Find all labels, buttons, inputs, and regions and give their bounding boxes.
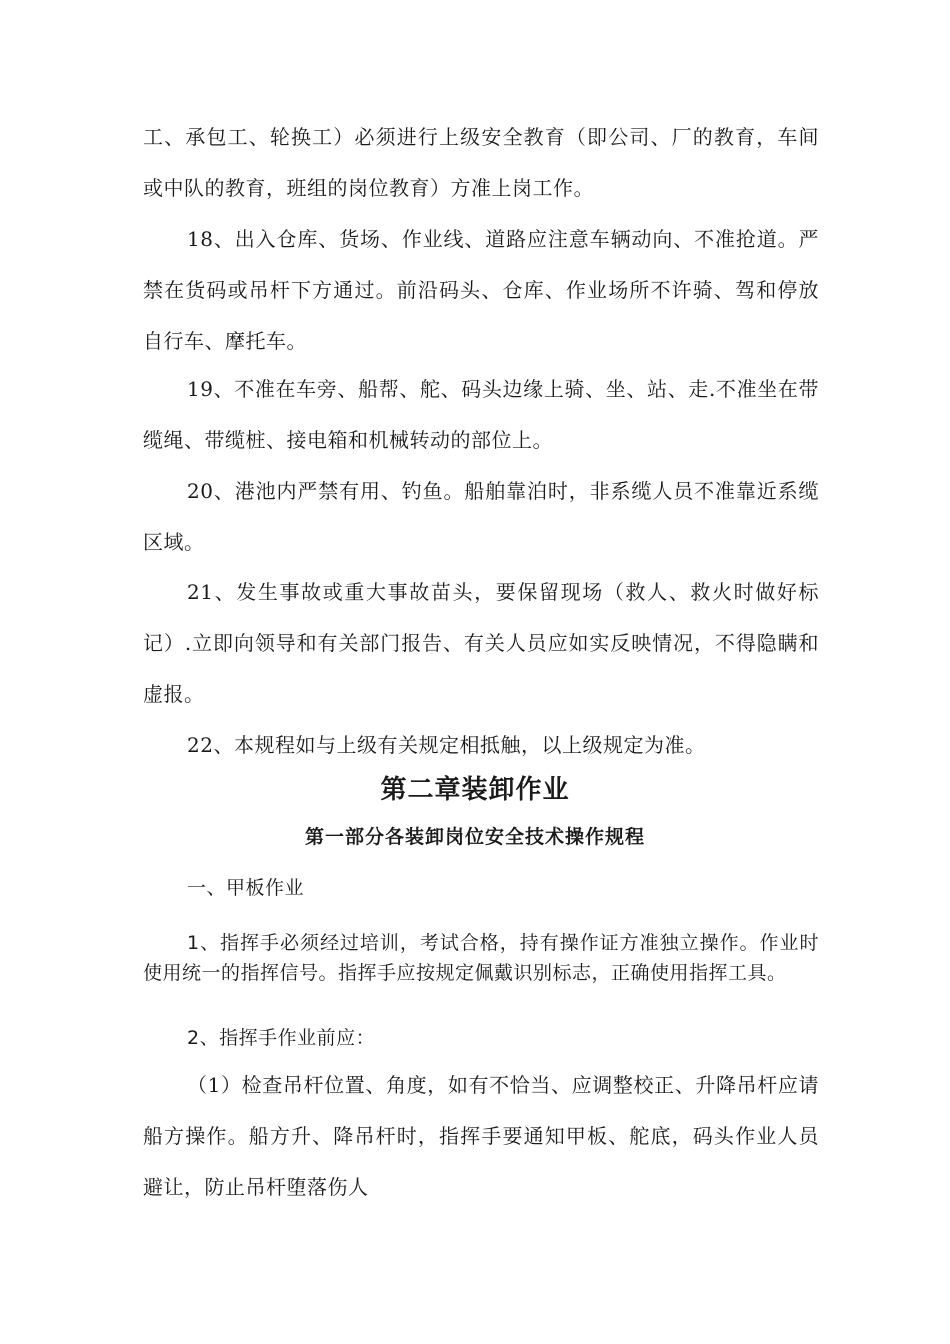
section-heading: 一、甲板作业: [187, 877, 305, 899]
paragraph-rule-18: 18、出入仓库、货场、作业线、道路应注意车辆动向、不准抢道。严禁在货码或吊杆下方通过。前沿码头、仓库、作业场所不许骑、驾和停放自行车、摩托车。: [143, 227, 819, 353]
item-2: 2、指挥手作业前应：: [187, 1027, 376, 1049]
paragraph-continuation: 工、承包工、轮换工）必须进行上级安全教育（即公司、厂的教育，车间或中队的教育，班组的岗位教育）方准上岗工作。: [143, 125, 819, 200]
paragraph-rule-19: 19、不准在车旁、船帮、舵、码头边缘上骑、坐、站、走.不准坐在带缆绳、带缆桩、接电箱和机械转动的部位上。: [143, 377, 819, 452]
paragraph-rule-21: 21、发生事故或重大事故苗头，要保留现场（救人、救火时做好标记）.立即向领导和有关部门报告、有关人员应如实反映情况，不得隐瞒和虚报。: [143, 580, 819, 706]
item-2-1: （1）检查吊杆位置、角度，如有不恰当、应调整校正、升降吊杆应请船方操作。船方升、降吊杆时，指挥手要通知甲板、舵底，码头作业人员避让，防止吊杆堕落伤人: [143, 1073, 819, 1199]
item-1: 1、指挥手必须经过培训，考试合格，持有操作证方准独立操作。作业时使用统一的指挥信号。指挥手应按规定佩戴识别标志，正确使用指挥工具。: [143, 932, 819, 984]
paragraph-rule-22: 22、本规程如与上级有关规定相抵触，以上级规定为准。: [187, 733, 706, 757]
chapter-title: 第二章装卸作业: [380, 775, 570, 805]
paragraph-rule-20: 20、港池内严禁有用、钓鱼。船舶靠泊时，非系缆人员不准靠近系缆区域。: [143, 479, 819, 554]
part-title: 第一部分各装卸岗位安全技术操作规程: [304, 826, 645, 848]
